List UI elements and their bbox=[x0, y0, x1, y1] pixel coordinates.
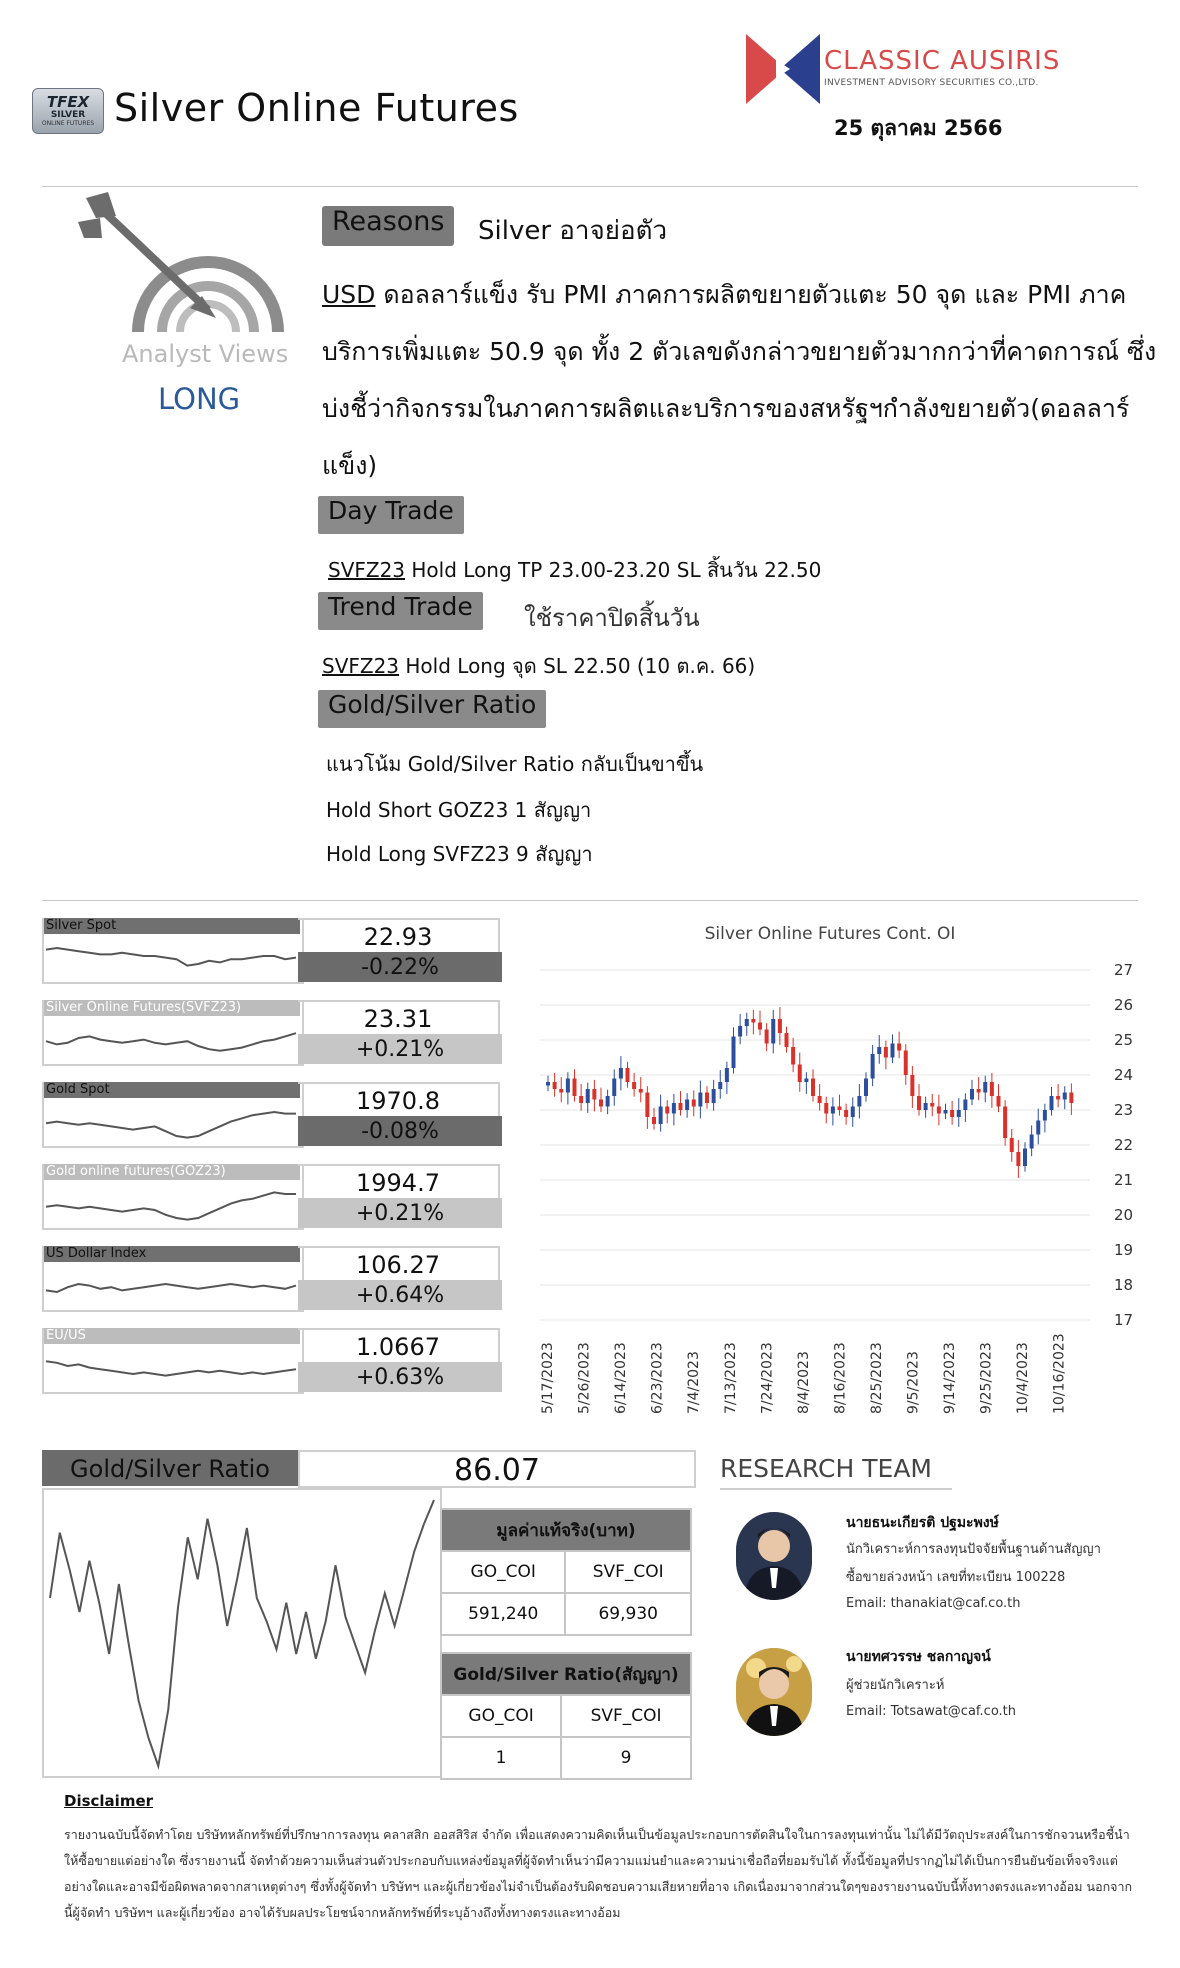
candle bbox=[778, 1019, 782, 1033]
real-value-go: 591,240 bbox=[441, 1593, 565, 1635]
reasons-headline: Silver อาจย่อตัว bbox=[478, 216, 668, 246]
candle bbox=[838, 1107, 842, 1111]
reasons-keyword: USD bbox=[322, 280, 376, 309]
ratio-long-line: Hold Long SVFZ23 9 สัญญา bbox=[326, 842, 593, 866]
reasons-text: ดอลลาร์แข็ง รับ PMI ภาคการผลิตขยายตัวแตะ 50 จุด และ PMI ภาคบริการเพิ่มแตะ 50.9 จุด ทั้ง 2 ตัวเลขดังกล่าวขยายตัวมากกว่าที่คาดการณ์ ซึ่งบ่งชี้ว่ากิจกรรมในภาคการผลิตและบริการของสหรัฐฯกำลังขยายตัว(ดอลลาร์แข็ง) bbox=[322, 280, 1157, 480]
candle bbox=[758, 1023, 762, 1030]
gsr-line bbox=[50, 1500, 434, 1766]
candle bbox=[1010, 1138, 1014, 1152]
candle bbox=[904, 1051, 908, 1076]
disclaimer-title: Disclaimer bbox=[64, 1792, 154, 1810]
candle bbox=[1030, 1135, 1034, 1149]
brand-name: CLASSIC AUSIRIS bbox=[824, 46, 1061, 76]
x-tick-label: 6/14/2023 bbox=[613, 1342, 630, 1414]
contract-ratio-go: 1 bbox=[441, 1737, 561, 1779]
candle bbox=[1050, 1096, 1054, 1110]
stat-label: US Dollar Index bbox=[44, 1246, 300, 1262]
reasons-pill: Reasons bbox=[322, 206, 454, 246]
candle bbox=[1056, 1096, 1060, 1100]
candle bbox=[844, 1110, 848, 1117]
candle bbox=[791, 1047, 795, 1065]
x-tick-label: 10/16/2023 bbox=[1051, 1333, 1068, 1414]
candle bbox=[924, 1103, 928, 1110]
analyst-views-label: Analyst Views bbox=[122, 340, 289, 368]
candle bbox=[857, 1096, 861, 1107]
y-tick-label: 22 bbox=[1114, 1136, 1134, 1154]
candle bbox=[997, 1096, 1001, 1107]
analyst-1-avatar bbox=[736, 1512, 812, 1600]
gsr-chart-frame bbox=[42, 1488, 442, 1778]
x-tick-label: 5/26/2023 bbox=[576, 1342, 593, 1414]
y-tick-label: 24 bbox=[1114, 1066, 1134, 1084]
candle bbox=[910, 1075, 914, 1096]
stat-value: 1.0667 bbox=[298, 1328, 500, 1362]
candle bbox=[871, 1054, 875, 1079]
analyst-2-name: นายทศวรรษ ชลกาญจน์ bbox=[846, 1649, 991, 1665]
analyst-1-role: นักวิเคราะห์การลงทุนปัจจัยพื้นฐานด้านสัญญา bbox=[846, 1542, 1101, 1557]
reasons-paragraph bbox=[322, 266, 1162, 494]
candle bbox=[553, 1082, 557, 1089]
stat-value: 23.31 bbox=[298, 1000, 500, 1034]
disclaimer-text: รายงานฉบับนี้จัดทำโดย บริษัทหลักทรัพย์ที่ปรึกษาการลงทุน คลาสสิก ออสสิริส จำกัด เพื่อแสดงความคิดเห็นเป็นข้อมูลประกอบการตัดสินใจในการลงทุนเท่านั้น ไม่ได้มีวัตถุประสงค์ในการชักจวนหรือชี้นำให้ซื้อขายแต่อย่างใด ซึ่งรายงานนี้ จัดทำด้วยความเห็นส่วนตัวประกอบกับแหล่งข้อมูลที่ผู้จัดทำเห็นว่ามีความแม่นยำและความน่าเชื่อถือที่ยอมรับได้ ทั้งนี้ข้อมูลที่ปรากฏไม่ได้เป็นการยืนยันข้อเท็จจริงแต่อย่างใดและอาจมีข้อผิดพลาดจากสาเหตุต่างๆ ซึ่งทั้งผู้จัดทำ บริษัทฯ และผู้เกี่ยวข้องไม่จำเป็นต้องรับผิดชอบความเสียหายที่อาจ เกิดเนื่องมาจากส่วนใดๆของรายงานฉบับนี้ทั้งทางตรงและทางอ้อม นอกจากนี้ผู้จัดทำ บริษัทฯ และผู้เกี่ยวข้อง อาจได้รับผลประโยชน์จากหลักทรัพย์ที่ระบุอ้างถึงทั้งทางตรงและทางอ้อม bbox=[64, 1827, 1133, 1920]
x-tick-label: 7/13/2023 bbox=[722, 1342, 739, 1414]
x-tick-label: 10/4/2023 bbox=[1015, 1342, 1032, 1414]
stat-label: Silver Spot bbox=[44, 918, 300, 934]
contract-ratio-svf: 9 bbox=[561, 1737, 691, 1779]
day-trade-symbol: SVFZ23 bbox=[328, 558, 406, 582]
candle bbox=[626, 1068, 630, 1082]
real-value-col-go: GO_COI bbox=[441, 1551, 565, 1593]
sparkline-path bbox=[46, 1361, 296, 1375]
y-tick-label: 20 bbox=[1114, 1206, 1134, 1224]
candle bbox=[612, 1079, 616, 1097]
candle bbox=[864, 1079, 868, 1097]
candle bbox=[930, 1103, 934, 1107]
x-tick-label: 9/5/2023 bbox=[905, 1351, 922, 1414]
trend-trade-pill: Trend Trade bbox=[318, 592, 483, 630]
sparkline-path bbox=[46, 1112, 296, 1138]
x-tick-label: 9/14/2023 bbox=[942, 1342, 959, 1414]
candle bbox=[665, 1107, 669, 1114]
candle bbox=[659, 1107, 663, 1125]
analyst-1-name: นายธนะเกียรติ ปฐมะพงษ์ bbox=[846, 1515, 999, 1531]
candle bbox=[599, 1100, 603, 1107]
candle bbox=[897, 1044, 901, 1051]
target-arrow-icon bbox=[78, 192, 288, 342]
candle bbox=[831, 1107, 835, 1114]
day-trade-text: Hold Long TP 23.00-23.20 SL สิ้นวัน 22.50 bbox=[405, 558, 822, 582]
stat-sparkline bbox=[44, 1182, 300, 1226]
stat-label: Gold online futures(GOZ23) bbox=[44, 1164, 300, 1180]
candle bbox=[811, 1079, 815, 1097]
candle bbox=[725, 1068, 729, 1082]
candle bbox=[639, 1089, 643, 1093]
contract-ratio-col-go: GO_COI bbox=[441, 1695, 561, 1737]
stat-row bbox=[42, 1328, 502, 1398]
candle bbox=[592, 1089, 596, 1100]
x-tick-label: 8/4/2023 bbox=[795, 1351, 812, 1414]
x-tick-label: 8/16/2023 bbox=[832, 1342, 849, 1414]
stat-row bbox=[42, 1164, 502, 1234]
x-tick-label: 7/24/2023 bbox=[759, 1342, 776, 1414]
stat-row bbox=[42, 1082, 502, 1152]
candle bbox=[692, 1100, 696, 1107]
candle bbox=[818, 1096, 822, 1103]
candle bbox=[957, 1110, 961, 1117]
day-trade-line bbox=[328, 554, 821, 586]
candle bbox=[579, 1096, 583, 1103]
analyst-stance: LONG bbox=[158, 382, 241, 416]
candle bbox=[917, 1096, 921, 1110]
candle bbox=[944, 1110, 948, 1114]
y-tick-label: 26 bbox=[1114, 996, 1134, 1014]
sparkline-path bbox=[46, 1284, 296, 1292]
gsr-line-chart bbox=[44, 1490, 440, 1776]
contract-ratio-header: Gold/Silver Ratio(สัญญา) bbox=[441, 1653, 691, 1695]
analyst-2-avatar bbox=[736, 1648, 812, 1736]
y-tick-label: 21 bbox=[1114, 1171, 1134, 1189]
ratio-short-line: Hold Short GOZ23 1 สัญญา bbox=[326, 798, 592, 822]
real-value-header: มูลค่าแท้จริง(บาท) bbox=[441, 1509, 691, 1551]
stat-label: Silver Online Futures(SVFZ23) bbox=[44, 1000, 300, 1016]
candle bbox=[705, 1093, 709, 1104]
candle bbox=[745, 1019, 749, 1026]
x-tick-label: 7/4/2023 bbox=[686, 1351, 703, 1414]
candle bbox=[798, 1065, 802, 1083]
stat-sparkline bbox=[44, 1346, 300, 1390]
candle bbox=[950, 1110, 954, 1117]
candle bbox=[963, 1100, 967, 1111]
candle bbox=[732, 1037, 736, 1069]
stat-value: 1994.7 bbox=[298, 1164, 500, 1198]
candle bbox=[891, 1044, 895, 1058]
stat-change: -0.22% bbox=[298, 952, 502, 982]
candle bbox=[1036, 1121, 1040, 1135]
trend-trade-text: Hold Long จุด SL 22.50 (10 ต.ค. 66) bbox=[399, 654, 756, 678]
stat-row bbox=[42, 1000, 502, 1070]
candle bbox=[824, 1103, 828, 1114]
candle bbox=[1023, 1149, 1027, 1167]
y-tick-label: 23 bbox=[1114, 1101, 1134, 1119]
x-tick-label: 5/17/2023 bbox=[540, 1342, 556, 1414]
analyst-1-registration: ซื้อขายล่วงหน้า เลขที่ทะเบียน 100228 bbox=[846, 1570, 1066, 1585]
y-tick-label: 17 bbox=[1114, 1311, 1134, 1329]
candle bbox=[937, 1107, 941, 1114]
stat-value: 106.27 bbox=[298, 1246, 500, 1280]
stat-sparkline bbox=[44, 936, 300, 980]
silver-candlestick-chart bbox=[530, 940, 1150, 1420]
candle bbox=[679, 1103, 683, 1110]
candle bbox=[645, 1093, 649, 1118]
chart-title: Silver Online Futures Cont. OI bbox=[704, 924, 956, 944]
classic-ausiris-logo-icon bbox=[746, 34, 820, 104]
brand-subtitle: INVESTMENT ADVISORY SECURITIES CO.,LTD. bbox=[824, 78, 1039, 88]
gsr-label: Gold/Silver Ratio bbox=[42, 1450, 298, 1486]
trend-trade-note: ใช้ราคาปิดสิ้นวัน bbox=[524, 604, 700, 632]
report-date: 25 ตุลาคม 2566 bbox=[834, 116, 1003, 140]
candle bbox=[877, 1047, 881, 1054]
analyst-1-email: Email: thanakiat@caf.co.th bbox=[846, 1596, 1021, 1611]
trend-trade-line bbox=[322, 650, 755, 682]
candle bbox=[738, 1026, 742, 1037]
candle bbox=[765, 1030, 769, 1044]
y-tick-label: 25 bbox=[1114, 1031, 1134, 1049]
real-value-table bbox=[440, 1508, 692, 1636]
tfex-logo: TFEX SILVER ONLINE FUTURES bbox=[32, 88, 104, 134]
x-tick-label: 8/25/2023 bbox=[868, 1342, 885, 1414]
stat-change: +0.21% bbox=[298, 1198, 502, 1228]
y-tick-label: 27 bbox=[1114, 961, 1134, 979]
x-tick-label: 9/25/2023 bbox=[978, 1342, 995, 1414]
sparkline-path bbox=[46, 1192, 296, 1219]
stat-label: Gold Spot bbox=[44, 1082, 300, 1098]
candle bbox=[1063, 1093, 1067, 1100]
stat-sparkline bbox=[44, 1264, 300, 1308]
candle bbox=[1003, 1107, 1007, 1139]
candle bbox=[546, 1082, 550, 1086]
stat-sparkline bbox=[44, 1100, 300, 1144]
stat-sparkline bbox=[44, 1018, 300, 1062]
candle bbox=[785, 1033, 789, 1047]
candle bbox=[619, 1068, 623, 1079]
candle bbox=[685, 1100, 689, 1111]
divider bbox=[42, 186, 1138, 187]
candle bbox=[884, 1047, 888, 1058]
gsr-value: 86.07 bbox=[298, 1450, 696, 1488]
stat-value: 22.93 bbox=[298, 918, 500, 952]
candle bbox=[712, 1089, 716, 1103]
analyst-2-role: ผู้ช่วยนักวิเคราะห์ bbox=[846, 1678, 945, 1693]
candle bbox=[632, 1082, 636, 1089]
candle bbox=[771, 1019, 775, 1044]
candle bbox=[1043, 1110, 1047, 1121]
candle bbox=[566, 1079, 570, 1093]
y-tick-label: 19 bbox=[1114, 1241, 1134, 1259]
candle bbox=[977, 1089, 981, 1093]
gold-silver-ratio-pill: Gold/Silver Ratio bbox=[318, 690, 546, 728]
sparkline-path bbox=[46, 1033, 296, 1051]
research-team-underline bbox=[720, 1488, 952, 1490]
trend-trade-symbol: SVFZ23 bbox=[322, 654, 400, 678]
candle bbox=[1069, 1093, 1073, 1104]
ratio-trend-line: แนวโน้ม Gold/Silver Ratio กลับเป็นขาขึ้น bbox=[326, 752, 704, 776]
candle bbox=[1016, 1152, 1020, 1166]
sparkline-path bbox=[46, 948, 296, 966]
stat-label: EU/US bbox=[44, 1328, 300, 1344]
candle bbox=[606, 1096, 610, 1107]
candle bbox=[573, 1079, 577, 1097]
candle bbox=[559, 1089, 563, 1093]
real-value-svf: 69,930 bbox=[565, 1593, 691, 1635]
candle bbox=[751, 1019, 755, 1023]
candle bbox=[970, 1089, 974, 1100]
stat-row bbox=[42, 1246, 502, 1316]
stat-row bbox=[42, 918, 502, 988]
stat-change: +0.21% bbox=[298, 1034, 502, 1064]
candle bbox=[804, 1079, 808, 1083]
candle bbox=[586, 1089, 590, 1103]
real-value-col-svf: SVF_COI bbox=[565, 1551, 691, 1593]
research-team-title: RESEARCH TEAM bbox=[720, 1454, 932, 1483]
candle bbox=[652, 1117, 656, 1124]
stat-change: +0.63% bbox=[298, 1362, 502, 1392]
candle bbox=[983, 1082, 987, 1093]
contract-ratio-table bbox=[440, 1652, 692, 1780]
analyst-2-email: Email: Totsawat@caf.co.th bbox=[846, 1704, 1017, 1719]
candle bbox=[851, 1107, 855, 1118]
day-trade-pill: Day Trade bbox=[318, 496, 464, 534]
candle bbox=[698, 1093, 702, 1107]
stat-change: -0.08% bbox=[298, 1116, 502, 1146]
stat-value: 1970.8 bbox=[298, 1082, 500, 1116]
x-tick-label: 6/23/2023 bbox=[649, 1342, 666, 1414]
divider bbox=[42, 900, 1138, 901]
candle bbox=[990, 1082, 994, 1096]
y-tick-label: 18 bbox=[1114, 1276, 1134, 1294]
page-title: Silver Online Futures bbox=[114, 86, 519, 130]
candle bbox=[718, 1082, 722, 1089]
contract-ratio-col-svf: SVF_COI bbox=[561, 1695, 691, 1737]
candle bbox=[672, 1103, 676, 1114]
stat-change: +0.64% bbox=[298, 1280, 502, 1310]
